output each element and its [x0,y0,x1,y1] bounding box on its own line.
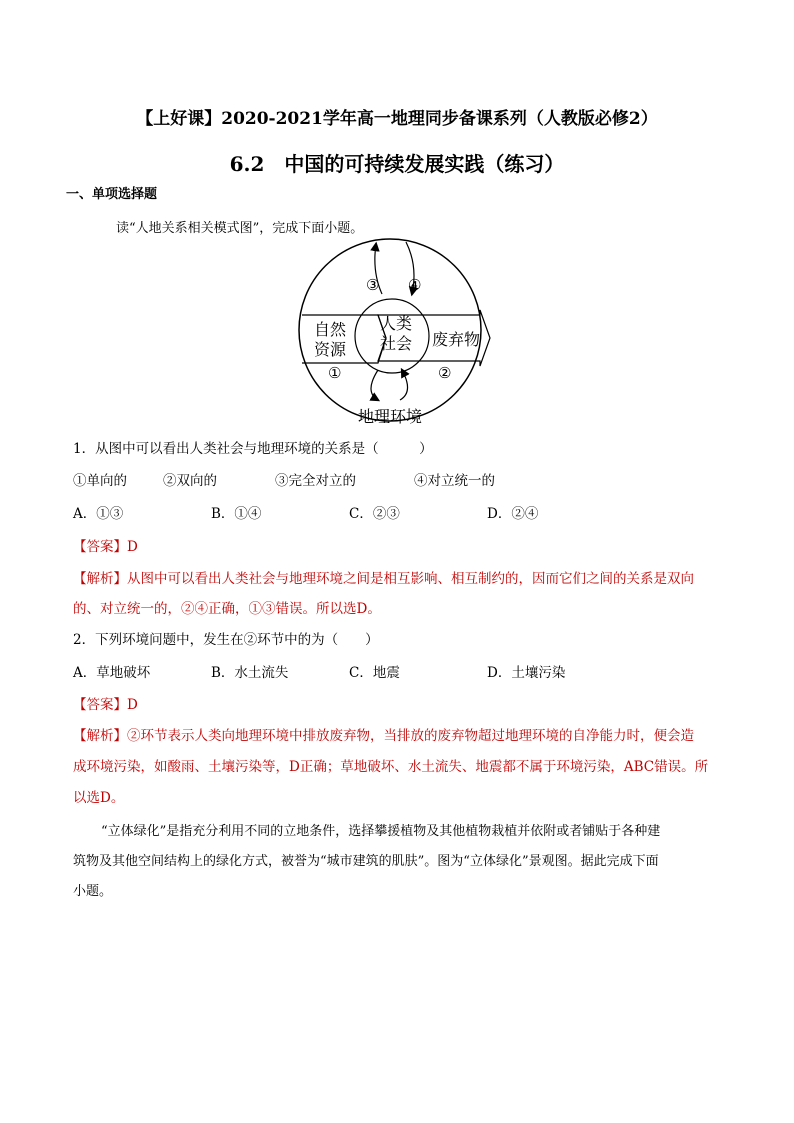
label-num-1: ① [328,364,342,382]
q1-item-4: ④对立统一的 [414,473,495,489]
q2-option-b: B．水土流失 [211,665,289,681]
label-human: 人类 [380,314,413,333]
q1-analysis-tag: 【解析】 [73,571,127,587]
human-land-relationship-diagram [294,232,494,428]
series-header: 【上好课】2020-2021学年高一地理同步备课系列（人教版必修2） [136,109,658,129]
label-natural: 自然 [314,320,347,339]
q1-analysis-text1: 从图中可以看出人类社会与地理环境之间是相互影响、相互制约的，因而它们之间的关系是双向 [127,571,694,587]
q1-option-a: A．①③ [73,506,124,522]
q1-item-2: ②双向的 [163,473,217,489]
label-num-3: ③ [366,276,380,294]
label-resources: 资源 [314,340,347,359]
q1-option-b: B．①④ [211,506,262,522]
green-intro-line3: 小题。 [73,884,113,899]
q2-option-a: A．草地破坏 [73,665,151,681]
label-num-4: ④ [408,276,422,294]
label-env: 地理环境 [358,407,423,426]
q1-answer-tag: 【答案】 [73,539,127,555]
q2-stem: 2．下列环境问题中，发生在②环节中的为（ ） [73,632,379,648]
label-num-2: ② [438,364,452,382]
green-intro-line1: “立体绿化”是指充分利用不同的立地条件，选择攀援植物及其他植物栽植并依附或者铺贴于各种建 [101,824,661,839]
q1-answer-row [73,535,138,555]
q2-analysis-tag: 【解析】 [73,728,127,744]
q1-analysis-line2: 的、对立统一的，②④正确，①③错误。所以选D。 [73,601,381,617]
label-waste: 废弃物 [432,330,481,349]
q2-analysis-line2: 成环境污染，如酸雨、土壤污染等，D正确；草地破坏、水土流失、地震都不属于环境污染，ABC错误。所 [73,759,709,775]
q2-analysis-line1 [73,724,733,744]
env-arrow-right [400,370,408,400]
q2-analysis-line3: 以选D。 [73,790,125,806]
q1-item-1: ①单向的 [73,473,127,489]
q1-stem: 1．从图中可以看出人类社会与地理环境的关系是（ ） [73,441,433,457]
q1-answer: D [127,539,138,555]
q2-option-c: C．地震 [349,665,400,681]
env-arrow-left [371,370,378,400]
page-title: 6.2 中国的可持续发展实践（练习） [229,152,565,176]
q2-answer-row [73,693,138,713]
q2-answer-tag: 【答案】 [73,697,127,713]
label-society: 社会 [380,334,413,353]
q2-analysis-text1: ②环节表示人类向地理环境中排放废弃物，当排放的废弃物超过地理环境的自净能力时，便会造 [127,728,694,744]
q2-answer: D [127,697,138,713]
q1-item-3: ③完全对立的 [275,473,356,489]
q1-option-d: D．②④ [487,506,539,522]
q1-analysis-line1 [73,567,733,587]
q2-option-d: D．土壤污染 [487,665,566,681]
q1-option-c: C．②③ [349,506,400,522]
question-intro: 读“人地关系相关模式图”，完成下面小题。 [116,221,364,236]
section-label: 一、单项选择题 [66,187,158,202]
green-intro-line2: 筑物及其他空间结构上的绿化方式，被誉为“城市建筑的肌肤”。图为“立体绿化”景观图。据此完成下面 [73,854,659,869]
